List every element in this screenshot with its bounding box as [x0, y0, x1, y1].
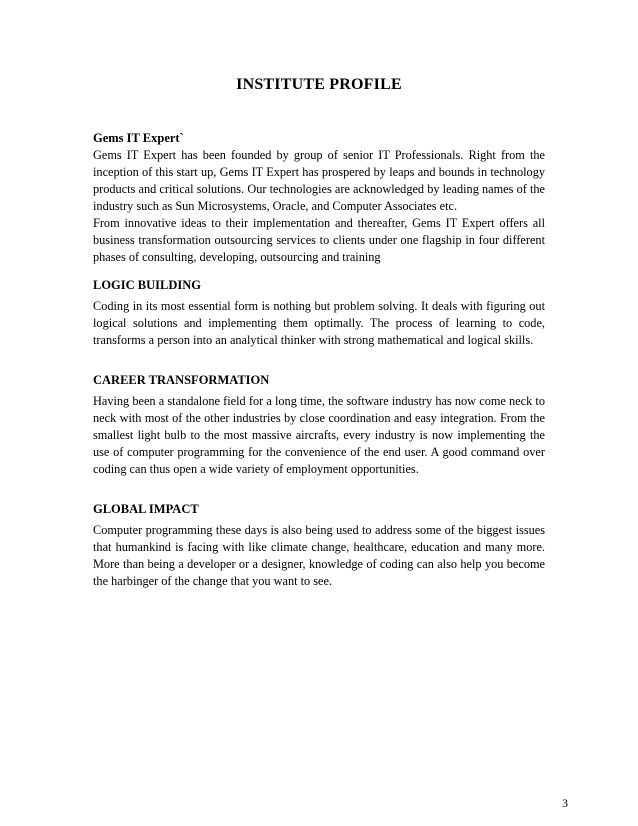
section-gems-it-expert [93, 130, 545, 266]
section-heading-logic-building: LOGIC BUILDING [93, 278, 202, 292]
section-heading-career-transformation: CAREER TRANSFORMATION [93, 373, 270, 387]
section-global-impact [93, 501, 545, 590]
global-impact-paragraph: Computer programming these days is also being used to address some of the biggest issues that humankind is facing with like climate change, healthcare, education and many more. More than being a developer or a designer, knowledge of coding can also help you become the harbinger of the change that you want to see. [93, 523, 545, 588]
section-heading-gems-it-expert: Gems IT Expert` [93, 131, 184, 145]
section-career-transformation [93, 372, 545, 478]
gems-it-expert-paragraph-1: Gems IT Expert has been founded by group of senior IT Professionals. Right from the inception of this start up, Gems IT Expert has prospered by leaps and bounds in technology products and critical solutions. Our technologies are acknowledged by leading names of the industry such as Sun Microsystems, Oracle, and Computer Associates etc. [93, 148, 545, 213]
section-logic-building [93, 277, 545, 349]
career-transformation-paragraph: Having been a standalone field for a long time, the software industry has now come neck to neck with most of the other industries by close coordination and easy integration. From the smallest light bulb to the most massive aircrafts, every industry is now implementing the use of computer programming for the convenience of the end user. A good command over coding can thus open a wide variety of employment opportunities. [93, 394, 545, 476]
document-body [93, 130, 545, 590]
page-title: INSTITUTE PROFILE [236, 76, 402, 93]
logic-building-paragraph: Coding in its most essential form is nothing but problem solving. It deals with figuring out logical solutions and implementing them optimally. The process of learning to code, transforms a person into an analytical thinker with strong mathematical and logical skills. [93, 299, 545, 347]
section-heading-global-impact: GLOBAL IMPACT [93, 502, 199, 516]
page-number: 3 [562, 798, 568, 810]
gems-it-expert-paragraph-2: From innovative ideas to their implementation and thereafter, Gems IT Expert offers all business transformation outsourcing services to clients under one flagship in four different phases of consulting, developing, outsourcing and training [93, 216, 545, 264]
